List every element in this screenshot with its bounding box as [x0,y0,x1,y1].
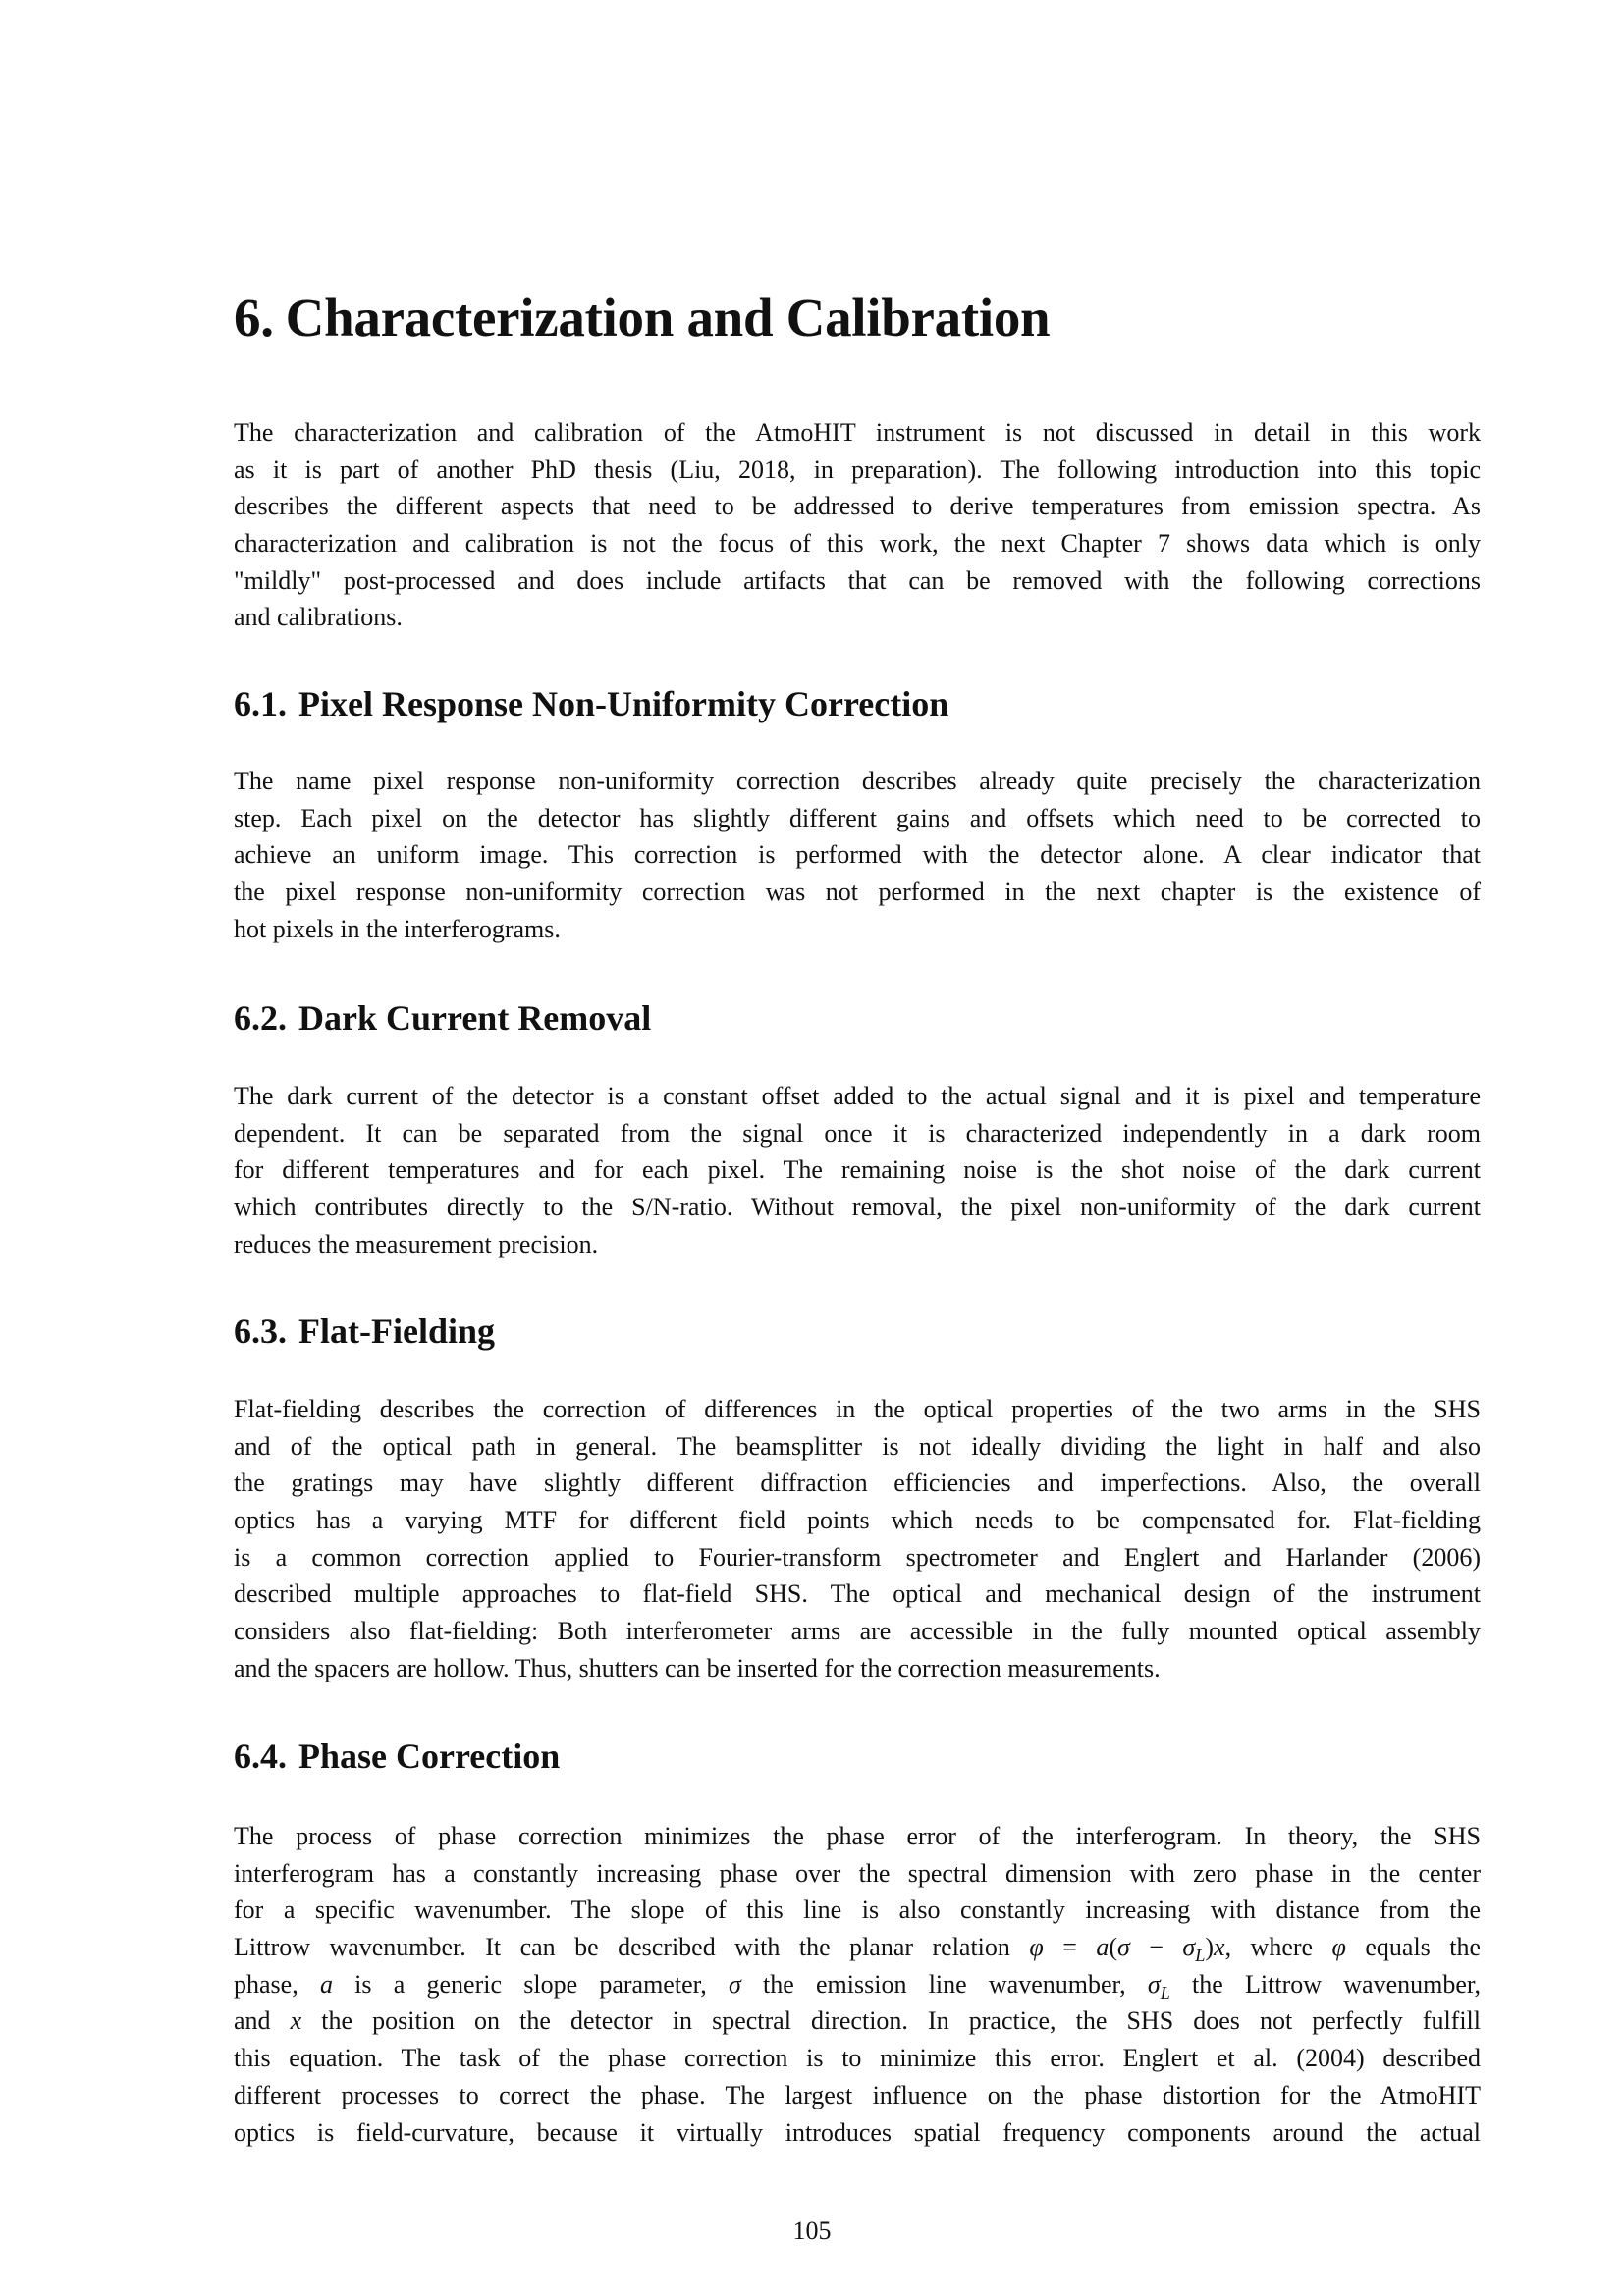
chapter-title-text: Characterization and Calibration [285,288,1051,347]
text-line: this equation. The task of the phase correction is to minimize this error. Englert et al. (2004) described [234,2044,1481,2073]
text-line: the pixel response non-uniformity correction was not performed in the next chapter is the existence of [234,878,1481,907]
chapter-number: 6. [234,288,274,347]
math-symbol [1214,1933,1225,1961]
text-line: as it is part of another PhD thesis (Liu, 2018, in preparation). The following introduction into this topic [234,454,1481,484]
text-segment: ( [1109,1933,1118,1962]
section-paragraph [234,1818,1481,2151]
section-heading [234,997,651,1039]
section-number: 6.3. [234,1311,287,1351]
math-symbol-text: a [1096,1933,1110,1962]
text-line: characterization and calibration is not the focus of this work, the next Chapter 7 shows data which is only [234,529,1481,559]
text-line: The name pixel response non-uniformity correction describes already quite precisely the characterization [234,767,1481,795]
math-symbol [1029,1933,1043,1961]
math-symbol [1182,1933,1206,1966]
text-line: described multiple approaches to flat-field SHS. The optical and mechanical design of the instrument [234,1579,1481,1609]
text-line: hot pixels in the interferograms. [234,914,561,943]
text-line: the gratings may have slightly different diffraction efficiencies and imperfections. Also, the overall [234,1468,1481,1498]
chapter-title [234,287,1050,348]
math-symbol-text: φ [1029,1933,1044,1962]
section-number: 6.4. [234,1736,287,1776]
page-number: 105 [792,2216,832,2245]
text-line: different processes to correct the phase. The largest influence on the phase distortion for the AtmoHIT [234,2080,1481,2109]
text-line: and of the optical path in general. The beamsplitter is not ideally dividing the light in half and also [234,1431,1481,1461]
text-line: "mildly" post-processed and does include artifacts that can be removed with the following corrections [234,565,1481,595]
text-line: interferogram has a constantly increasing phase over the spectral dimension with zero phase in the center [234,1858,1481,1888]
math-symbol [1096,1933,1109,1961]
text-line: optics is field-curvature, because it virtually introduces spatial frequency components around the actual [234,2117,1481,2147]
text-line: is a common correction applied to Fourier-transform spectrometer and Englert and Harlander (2006) [234,1542,1481,1572]
math-symbol [1332,1933,1346,1961]
section-title: Flat-Fielding [298,1311,495,1351]
math-symbol-text: σ [1117,1933,1130,1962]
section-title: Dark Current Removal [298,998,652,1038]
text-line [234,1966,1481,2003]
section-number: 6.1. [234,684,287,723]
text-segment: = [1043,1933,1097,1962]
section-heading [234,1735,560,1777]
text-segment: − [1129,1933,1183,1962]
text-segment: the emission line wavenumber, [740,1969,1148,1999]
text-segment: equals the [1345,1933,1482,1962]
section-paragraph [234,1391,1481,1687]
text-line: for different temperatures and for each pixel. The remaining noise is the shot noise of the dark current [234,1155,1481,1185]
text-line: considers also flat-fielding: Both interferometer arms are accessible in the fully mounted optical assembly [234,1617,1481,1646]
math-symbol [291,2006,302,2035]
text-line: The dark current of the detector is a constant offset added to the actual signal and it is pixel and temperature [234,1082,1481,1110]
math-symbol [1147,1969,1170,2002]
math-symbol [729,1970,741,1999]
text-line: achieve an uniform image. This correction is performed with the detector alone. A clear indicator that [234,840,1481,870]
text-line: dependent. It can be separated from the signal once it is characterized independently in a dark room [234,1118,1481,1148]
text-segment: the Littrow wavenumber, [1169,1969,1482,1999]
math-symbol-text: σ [728,1969,741,1999]
text-line: The process of phase correction minimizes the phase error of the interferogram. In theory, the SHS [234,1822,1481,1850]
text-segment: phase, [234,1969,320,1999]
text-segment: ) [1205,1933,1215,1962]
text-line: The characterization and calibration of the AtmoHIT instrument is not discussed in detail in this work [234,418,1481,447]
math-symbol-text: σ [1147,1969,1161,1999]
text-segment: , where [1224,1933,1332,1962]
intro-paragraph [234,414,1481,636]
text-line: which contributes directly to the S/N-ratio. Without removal, the pixel non-uniformity of the dark current [234,1193,1481,1222]
math-symbol-text: φ [1331,1933,1346,1962]
section-paragraph [234,763,1481,947]
text-line: for a specific wavenumber. The slope of this line is also constantly increasing with distance from the [234,1896,1481,1925]
text-segment: Littrow wavenumber. It can be described with the planar relation [234,1933,1030,1962]
text-line [234,2002,1481,2040]
text-line: reduces the measurement precision. [234,1229,599,1258]
text-line [234,1929,1481,1966]
math-symbol-text: x [1214,1933,1225,1962]
text-line: and the spacers are hollow. Thus, shutters can be inserted for the correction measurements. [234,1653,1161,1682]
text-line: Flat-fielding describes the correction of differences in the optical properties of the two arms in the SHS [234,1395,1481,1423]
text-line: step. Each pixel on the detector has slightly different gains and offsets which need to be corrected to [234,803,1481,832]
math-symbol [320,1970,333,1999]
text-line: optics has a varying MTF for different field points which needs to be compensated for. Flat-fielding [234,1506,1481,1535]
section-title: Pixel Response Non-Uniformity Correction [298,684,949,723]
math-subscript: L [1195,1946,1206,1966]
math-subscript: L [1160,1982,1170,2002]
text-segment: is a generic slope parameter, [332,1969,729,1999]
section-heading [234,683,948,724]
math-symbol-text: σ [1182,1933,1196,1962]
section-number: 6.2. [234,998,287,1038]
text-line: describes the different aspects that need to be addressed to derive temperatures from emission spectra. As [234,492,1481,521]
text-line: and calibrations. [234,603,403,632]
section-paragraph [234,1078,1481,1262]
section-title: Phase Correction [298,1736,561,1776]
text-segment: and [234,2006,291,2036]
text-segment: the position on the detector in spectral direction. In practice, the SHS does not perfectly fulfill [301,2006,1481,2036]
math-symbol-text: a [319,1969,333,1999]
math-symbol [1117,1933,1130,1961]
math-symbol-text: x [290,2006,302,2036]
section-heading [234,1310,495,1352]
